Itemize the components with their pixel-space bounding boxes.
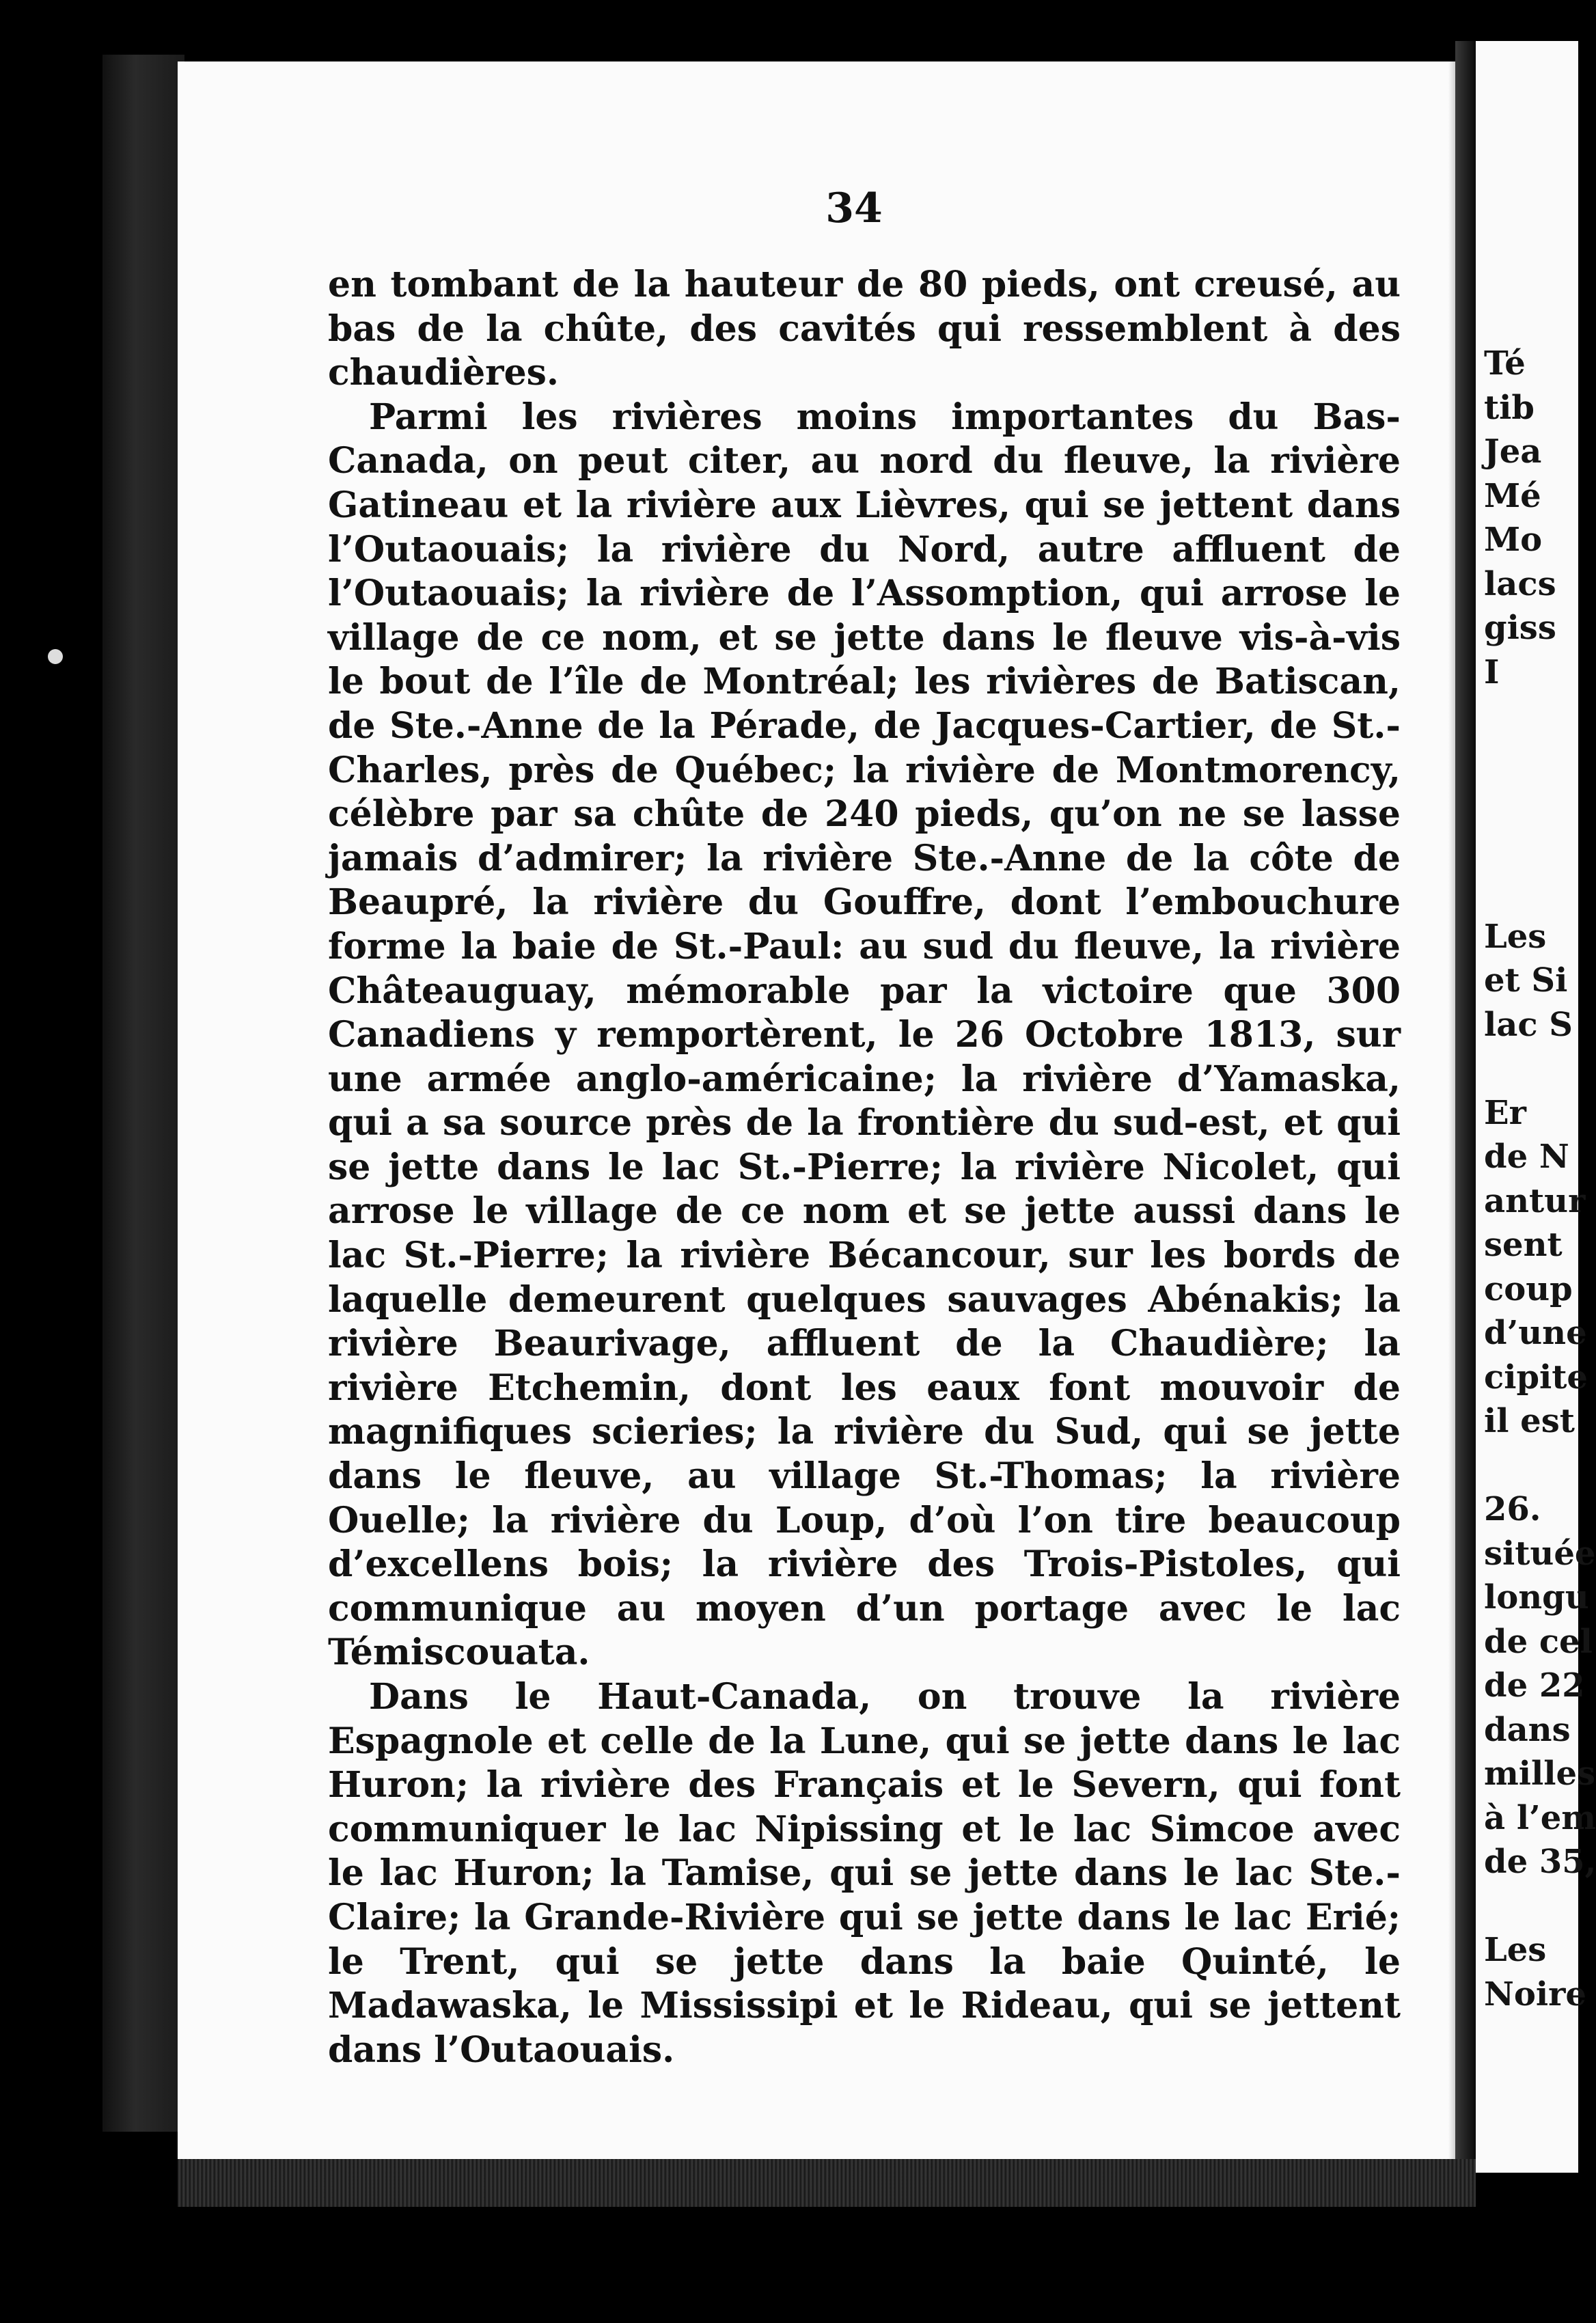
facing-page-line: à l’em — [1484, 1798, 1596, 1837]
page-number: 34 — [825, 184, 883, 232]
paragraph-continuation: en tombant de la hauteur de 80 pieds, ont creusé, au bas de la chûte, des cavités qui ressemblent à des chaudières. — [328, 264, 1401, 394]
facing-page-line — [1484, 870, 1580, 915]
facing-page-line: de 35, — [1484, 1843, 1596, 1881]
facing-page-line — [1484, 827, 1580, 871]
page-body-text — [328, 263, 1401, 2072]
facing-page-line — [1484, 739, 1580, 783]
facing-page-line: Té — [1484, 344, 1526, 383]
facing-page-line: longu — [1484, 1578, 1589, 1617]
facing-page-line: antur — [1484, 1181, 1586, 1220]
facing-page-line: Noire — [1484, 1975, 1586, 2013]
facing-page-line: I — [1484, 652, 1500, 691]
facing-page-line: milles — [1484, 1755, 1596, 1793]
facing-page-line: sent — [1484, 1226, 1563, 1264]
facing-page-line: Mé — [1484, 476, 1541, 515]
facing-page-line: 26. — [1484, 1490, 1541, 1528]
facing-page-line: lacs — [1484, 564, 1556, 603]
facing-page-line — [1484, 1884, 1580, 1929]
facing-page-edge — [1476, 41, 1596, 2173]
facing-page-line: et Si — [1484, 961, 1568, 1000]
paragraph-bas-canada-rivers: Parmi les rivières moins importantes du Bas-Canada, on peut citer, au nord du fleuve, la rivière Gatineau et la rivière aux Lièvres, qui se jettent dans l’Outaouais; la rivière du Nord, autre affluent de l’Outaouais; la rivière de l’Assomption, qui arrose le village de ce nom, et se jette dans le fleuve vis-à-vis le bout de l’île de Montréal; les rivières de Batiscan, de Ste.-Anne de la Pérade, de Jacques-Cartier, de St.-Charles, près de Québec; la rivière de Montmorency, célèbre par sa chûte de 240 pieds, qu’on ne se lasse jamais d’admirer; la rivière Ste.-Anne de la côte de Beaupré, la rivière du Gouffre, dont l’embouchure forme la baie de St.-Paul: au sud du fleuve, la rivière Châteauguay, mémorable par la victoire que 300 Canadiens y remportèrent, le 26 Octobre 1813, sur une armée anglo-américaine; la rivière d’Yamaska, qui a sa source près de la frontière du sud-est, et qui se jette dans le lac St.-Pierre; la rivière Nicolet, qui arrose le village de ce nom et se jette aussi dans le lac St.-Pierre; la rivière Bécancour, sur les bords de laquelle demeurent quelques sauvages Abénakis; la rivière Beaurivage, affluent de la Chaudière; la rivière Etchemin, dont les eaux font mouvoir de magnifiques scieries; la rivière du Sud, qui se jette dans le fleuve, au village St.-Thomas; la rivière Ouelle; la rivière du Loup, d’où l’on tire beaucoup d’excellens bois; la rivière des Trois-Pistoles, qui communique au moyen d’un portage avec le lac Témiscouata. — [328, 396, 1401, 1674]
facing-page-line: il est — [1484, 1402, 1575, 1440]
page-fore-edge — [1455, 41, 1476, 2159]
facing-page-line: coup — [1484, 1269, 1573, 1308]
facing-page-line — [1484, 694, 1580, 739]
facing-page-line: Er — [1484, 1093, 1526, 1132]
facing-page-line: située — [1484, 1534, 1596, 1573]
facing-page-line: dans — [1484, 1710, 1571, 1749]
facing-page-line: de N — [1484, 1138, 1569, 1176]
paragraph-haut-canada-rivers: Dans le Haut-Canada, on trouve la rivière Espagnole et celle de la Lune, qui se jette dans le lac Huron; la rivière des Français et le Severn, qui font communiquer le lac Nipissing et le lac Simcoe avec le lac Huron; la Tamise, qui se jette dans le lac Ste.-Claire; la Grande-Rivière qui se jette dans le lac Erié; le Trent, qui se jette dans la baie Quinté, le Madawaska, le Mississipi et le Rideau, qui se jettent dans l’Outaouais. — [328, 1676, 1401, 2071]
facing-page-line — [1484, 1444, 1580, 1488]
facing-page-line: tib — [1484, 388, 1535, 427]
facing-page-line: d’une — [1484, 1314, 1587, 1352]
facing-page-line: lac S — [1484, 1005, 1573, 1044]
facing-page-line: Les — [1484, 917, 1547, 956]
scan-speck — [48, 649, 63, 664]
facing-page-line: Mo — [1484, 521, 1543, 559]
facing-page-line — [1484, 1047, 1580, 1091]
facing-page-line: Jea — [1484, 432, 1542, 471]
facing-page-line: cipite — [1484, 1358, 1588, 1397]
facing-page-line: Les — [1484, 1931, 1547, 1969]
book-spine — [102, 55, 184, 2132]
page-bottom-edge — [178, 2159, 1476, 2207]
facing-page-line: de 22 — [1484, 1666, 1585, 1705]
facing-page-text-fragments — [1484, 342, 1596, 2016]
facing-page-line — [1484, 782, 1580, 827]
facing-page-line: de cel — [1484, 1622, 1593, 1661]
facing-page-line: giss — [1484, 609, 1556, 647]
